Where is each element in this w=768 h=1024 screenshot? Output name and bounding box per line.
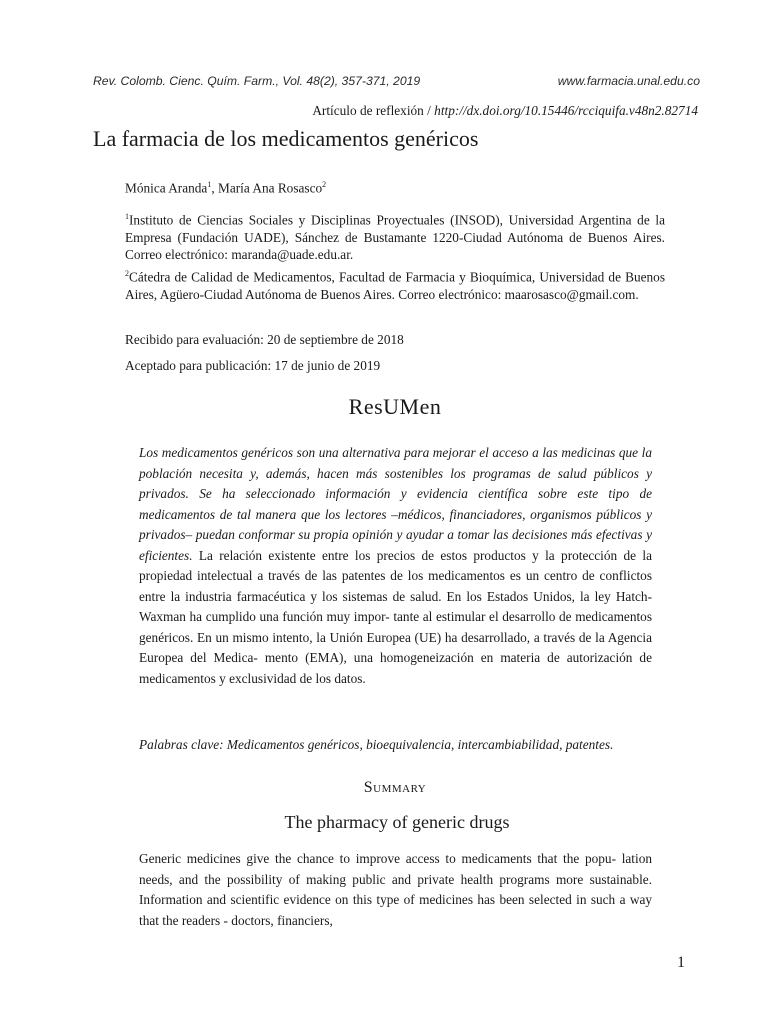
author-name: María Ana Rosasco <box>218 180 323 196</box>
author-name: Mónica Aranda <box>125 180 208 196</box>
article-title: La farmacia de los medicamentos genéricos <box>93 126 479 151</box>
author-affiliation-marker: 2 <box>322 180 327 189</box>
doi-link[interactable]: http://dx.doi.org/10.15446/rcciquifa.v48n2.82714 <box>434 103 698 118</box>
english-title: The pharmacy of generic drugs <box>284 812 510 832</box>
affiliation-text: Instituto de Ciencias Sociales y Disciplinas Proyectuales (INSOD), Universidad Argentina de la Empresa (Fundación UADE), Sánchez de Bustamante 1220-Ciudad Autónoma de Buenos Aires. Correo electrónico: maranda@uade.edu.ar. <box>125 212 665 263</box>
accepted-date: Aceptado para publicación: 17 de junio de 2019 <box>125 358 381 373</box>
affiliation-marker: 1 <box>125 212 129 221</box>
resumen-regular-text: La relación existente entre los precios de estos productos y la protección de la propiedad intelectual a través de las patentes de los medicamentos es un centro de conflictos entre la industria farmacéutica y los sistemas de salud. En los Estados Unidos, la ley Hatch-Waxman ha cumplido una función muy impor- tante al estimular el desarrollo de medicamentos genéricos. En un mismo intento, la Unión Europea (UE) ha desarrollado, a través de la Agencia Europea del Medica- mento (EMA), una homogeneización en materia de autorización de medicamentos y exclusividad de los datos. <box>139 547 652 686</box>
resumen-heading: ResUMen <box>348 394 442 419</box>
keywords: Palabras clave: Medicamentos genéricos, bioequivalencia, intercambiabilidad, patentes. <box>139 737 614 752</box>
summary-heading: Summary <box>363 779 427 796</box>
author-list <box>125 180 326 196</box>
journal-website[interactable]: www.farmacia.unal.edu.co <box>557 74 700 88</box>
author-affiliation-marker: 1 <box>207 180 212 189</box>
author-separator: , <box>211 180 218 196</box>
affiliation-marker: 2 <box>125 269 129 278</box>
summary-body: Generic medicines give the chance to improve access to medicaments that the popu- lation needs, and the possibility of making public and private health programs more sustainable. Information and scientific evidence on this type of medicines has been selected in such a way that the readers - doctors, financiers, <box>139 851 652 928</box>
article-type-line <box>312 103 698 119</box>
resumen-italic-text: Los medicamentos genéricos son una alternativa para mejorar el acceso a las medicinas que la población necesita y, además, hacen más sostenibles los programas de salud públicos y privados. Se ha seleccionado información y evidencia científica sobre este tipo de medicamentos de tal manera que los lectores –médicos, financiadores, organismos públicos y privados– puedan conformar su propia opinión y ayudar a tomar las decisiones más efectivas y eficientes. <box>139 445 652 563</box>
affiliation <box>125 208 665 264</box>
received-date: Recibido para evaluación: 20 de septiembre de 2018 <box>125 332 404 347</box>
affiliation-text: Cátedra de Calidad de Medicamentos, Facultad de Farmacia y Bioquímica, Universidad de Buenos Aires, Agüero-Ciudad Autónoma de Buenos Aires. Correo electrónico: maarosasco@gmail.com. <box>125 269 665 302</box>
affiliation <box>125 265 665 303</box>
article-type-label: Artículo de reflexión / <box>312 103 435 118</box>
page-number: 1 <box>677 954 685 971</box>
journal-reference: Rev. Colomb. Cienc. Quím. Farm., Vol. 48(2), 357-371, 2019 <box>93 74 421 88</box>
resumen-body <box>139 443 652 689</box>
